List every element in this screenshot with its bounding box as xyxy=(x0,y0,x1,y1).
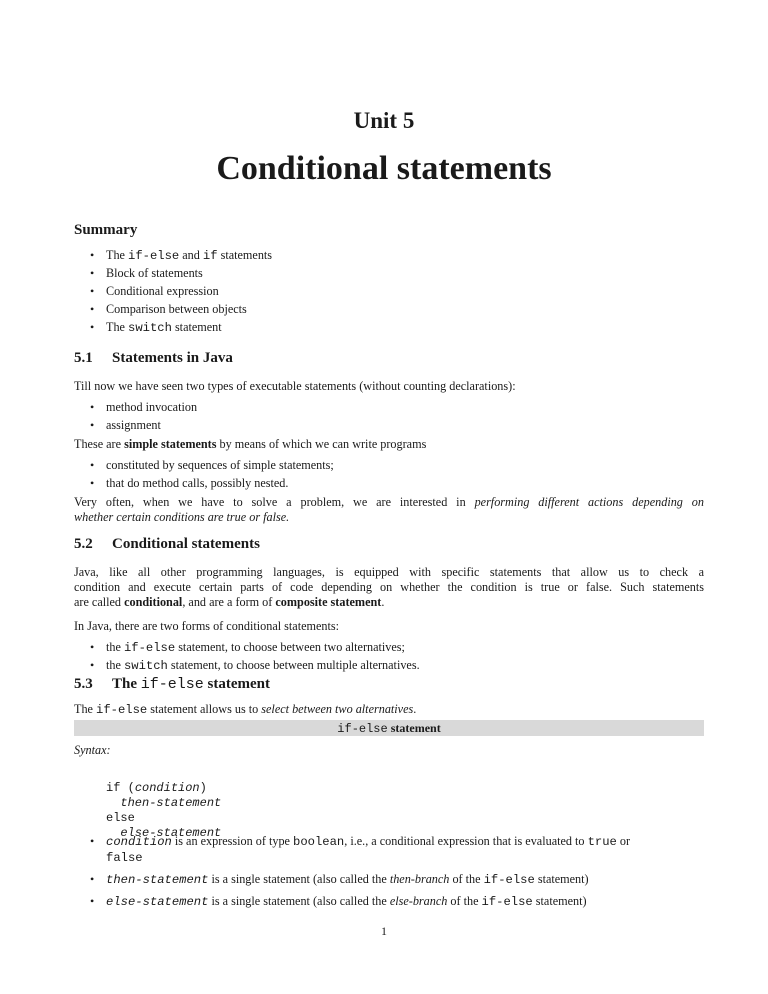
text: of the xyxy=(447,894,482,908)
code-keyword: true xyxy=(587,835,617,849)
code-keyword: if-else xyxy=(337,722,388,736)
list-item xyxy=(106,318,272,336)
text-line: Java, like all other programming languages, is equipped with specific statements that allow us to check a xyxy=(74,565,704,579)
text: , and are a form of xyxy=(182,595,276,609)
code-placeholder: else-statement xyxy=(120,826,222,840)
summary-heading: Summary xyxy=(74,222,138,238)
section-title: The xyxy=(112,676,141,692)
italic-text: Syntax: xyxy=(74,743,111,757)
code-keyword: if-else xyxy=(123,641,176,655)
list-item xyxy=(106,872,704,888)
program-kinds-list xyxy=(106,456,334,492)
code-text: if ( xyxy=(106,781,135,795)
syntax-explanations-list xyxy=(106,834,704,910)
list-item xyxy=(106,246,272,264)
code-placeholder: then-statement xyxy=(120,796,222,810)
paragraph: In Java, there are two forms of conditional statements: xyxy=(74,619,339,633)
section-title: Conditional statements xyxy=(112,536,260,552)
list-item: • constituted by sequences of simple statements; xyxy=(106,456,334,474)
code-keyword: boolean xyxy=(293,835,345,849)
italic-text: select between two alternatives xyxy=(261,702,414,716)
text: statement allows us to xyxy=(147,702,262,716)
list-item: • that do method calls, possibly nested. xyxy=(106,474,334,492)
text: The xyxy=(74,702,96,716)
list-item: • method invocation xyxy=(106,398,197,416)
page-number: 1 xyxy=(381,924,387,938)
statement-types-list xyxy=(106,398,197,434)
syntax-code-block xyxy=(106,781,221,841)
text: statement) xyxy=(532,894,587,908)
bold-term: composite statement xyxy=(275,595,382,609)
code-keyword: false xyxy=(106,851,143,865)
bold-term: simple statements xyxy=(124,437,217,451)
code-keyword: switch xyxy=(128,321,172,335)
text: statement, to choose between two alternatives; xyxy=(175,640,405,654)
code-placeholder: condition xyxy=(106,835,172,849)
list-item xyxy=(106,894,704,910)
text: of the xyxy=(449,872,484,886)
text: is an expression of type xyxy=(171,834,294,848)
text: , i.e., a conditional expression that is evaluated to xyxy=(344,834,588,848)
item-text: statement xyxy=(171,320,222,334)
text: . xyxy=(413,702,417,716)
section-heading-5-2 xyxy=(74,536,260,553)
paragraph xyxy=(74,437,704,452)
text: statement) xyxy=(534,872,589,886)
text: These are xyxy=(74,437,125,451)
section-title: Statements in Java xyxy=(112,350,233,366)
section-number: 5.2 xyxy=(74,536,93,552)
code-keyword: if-else xyxy=(96,703,148,717)
italic-text: then-branch xyxy=(389,872,450,886)
code-placeholder: else-statement xyxy=(106,895,209,909)
text: by means of which we can write programs xyxy=(216,437,427,451)
text: is a single statement (also called the xyxy=(208,872,390,886)
item-text: statements xyxy=(217,248,273,262)
section-number: 5.1 xyxy=(74,350,93,366)
list-item: • Conditional expression xyxy=(106,282,272,300)
italic-text: else-branch xyxy=(389,894,448,908)
code-keyword: if xyxy=(202,249,218,263)
item-text: The xyxy=(106,248,128,262)
list-item xyxy=(106,638,420,656)
syntax-box-title xyxy=(74,720,704,736)
syntax-label xyxy=(74,743,704,758)
list-item: • Comparison between objects xyxy=(106,300,272,318)
list-item xyxy=(106,834,704,866)
section-number: 5.3 xyxy=(74,676,93,692)
code-keyword: switch xyxy=(123,659,168,673)
conditional-forms-list xyxy=(106,638,420,674)
chapter-title: Conditional statements xyxy=(216,150,552,187)
code-text: else xyxy=(106,811,135,825)
summary-list xyxy=(106,246,272,336)
italic-text: whether certain conditions are true or false. xyxy=(74,510,290,524)
code-keyword: if-else xyxy=(140,676,204,693)
paragraph xyxy=(74,702,704,718)
code-placeholder: then-statement xyxy=(106,873,209,887)
text: are called xyxy=(74,595,125,609)
list-item: • assignment xyxy=(106,416,197,434)
item-text: and xyxy=(179,248,203,262)
list-item: • Block of statements xyxy=(106,264,272,282)
italic-text: performing different actions depending on xyxy=(474,495,704,509)
text: or xyxy=(616,834,631,848)
code-text: ) xyxy=(199,781,207,795)
paragraph xyxy=(74,495,704,525)
text: . xyxy=(381,595,385,609)
text: Very often, when we have to solve a problem, we are interested in xyxy=(74,495,475,509)
box-title-text: statement xyxy=(387,721,441,735)
section-title: statement xyxy=(203,676,271,692)
text-line: condition and execute certain parts of code depending on whether the condition is true or false. Such statements xyxy=(74,580,704,594)
text: the xyxy=(106,640,124,654)
text: is a single statement (also called the xyxy=(208,894,390,908)
code-keyword: if-else xyxy=(483,873,535,887)
text: the xyxy=(106,658,124,672)
text: statement, to choose between multiple alternatives. xyxy=(167,658,420,672)
bold-term: conditional xyxy=(124,595,183,609)
unit-label: Unit 5 xyxy=(353,108,415,133)
code-keyword: if-else xyxy=(128,249,180,263)
section-heading-5-3 xyxy=(74,676,270,693)
section-heading-5-1 xyxy=(74,350,233,367)
item-text: The xyxy=(106,320,128,334)
paragraph xyxy=(74,565,704,610)
paragraph: Till now we have seen two types of executable statements (without counting declarations): xyxy=(74,379,516,393)
list-item xyxy=(106,656,420,674)
code-placeholder: condition xyxy=(134,781,200,795)
code-keyword: if-else xyxy=(481,895,533,909)
